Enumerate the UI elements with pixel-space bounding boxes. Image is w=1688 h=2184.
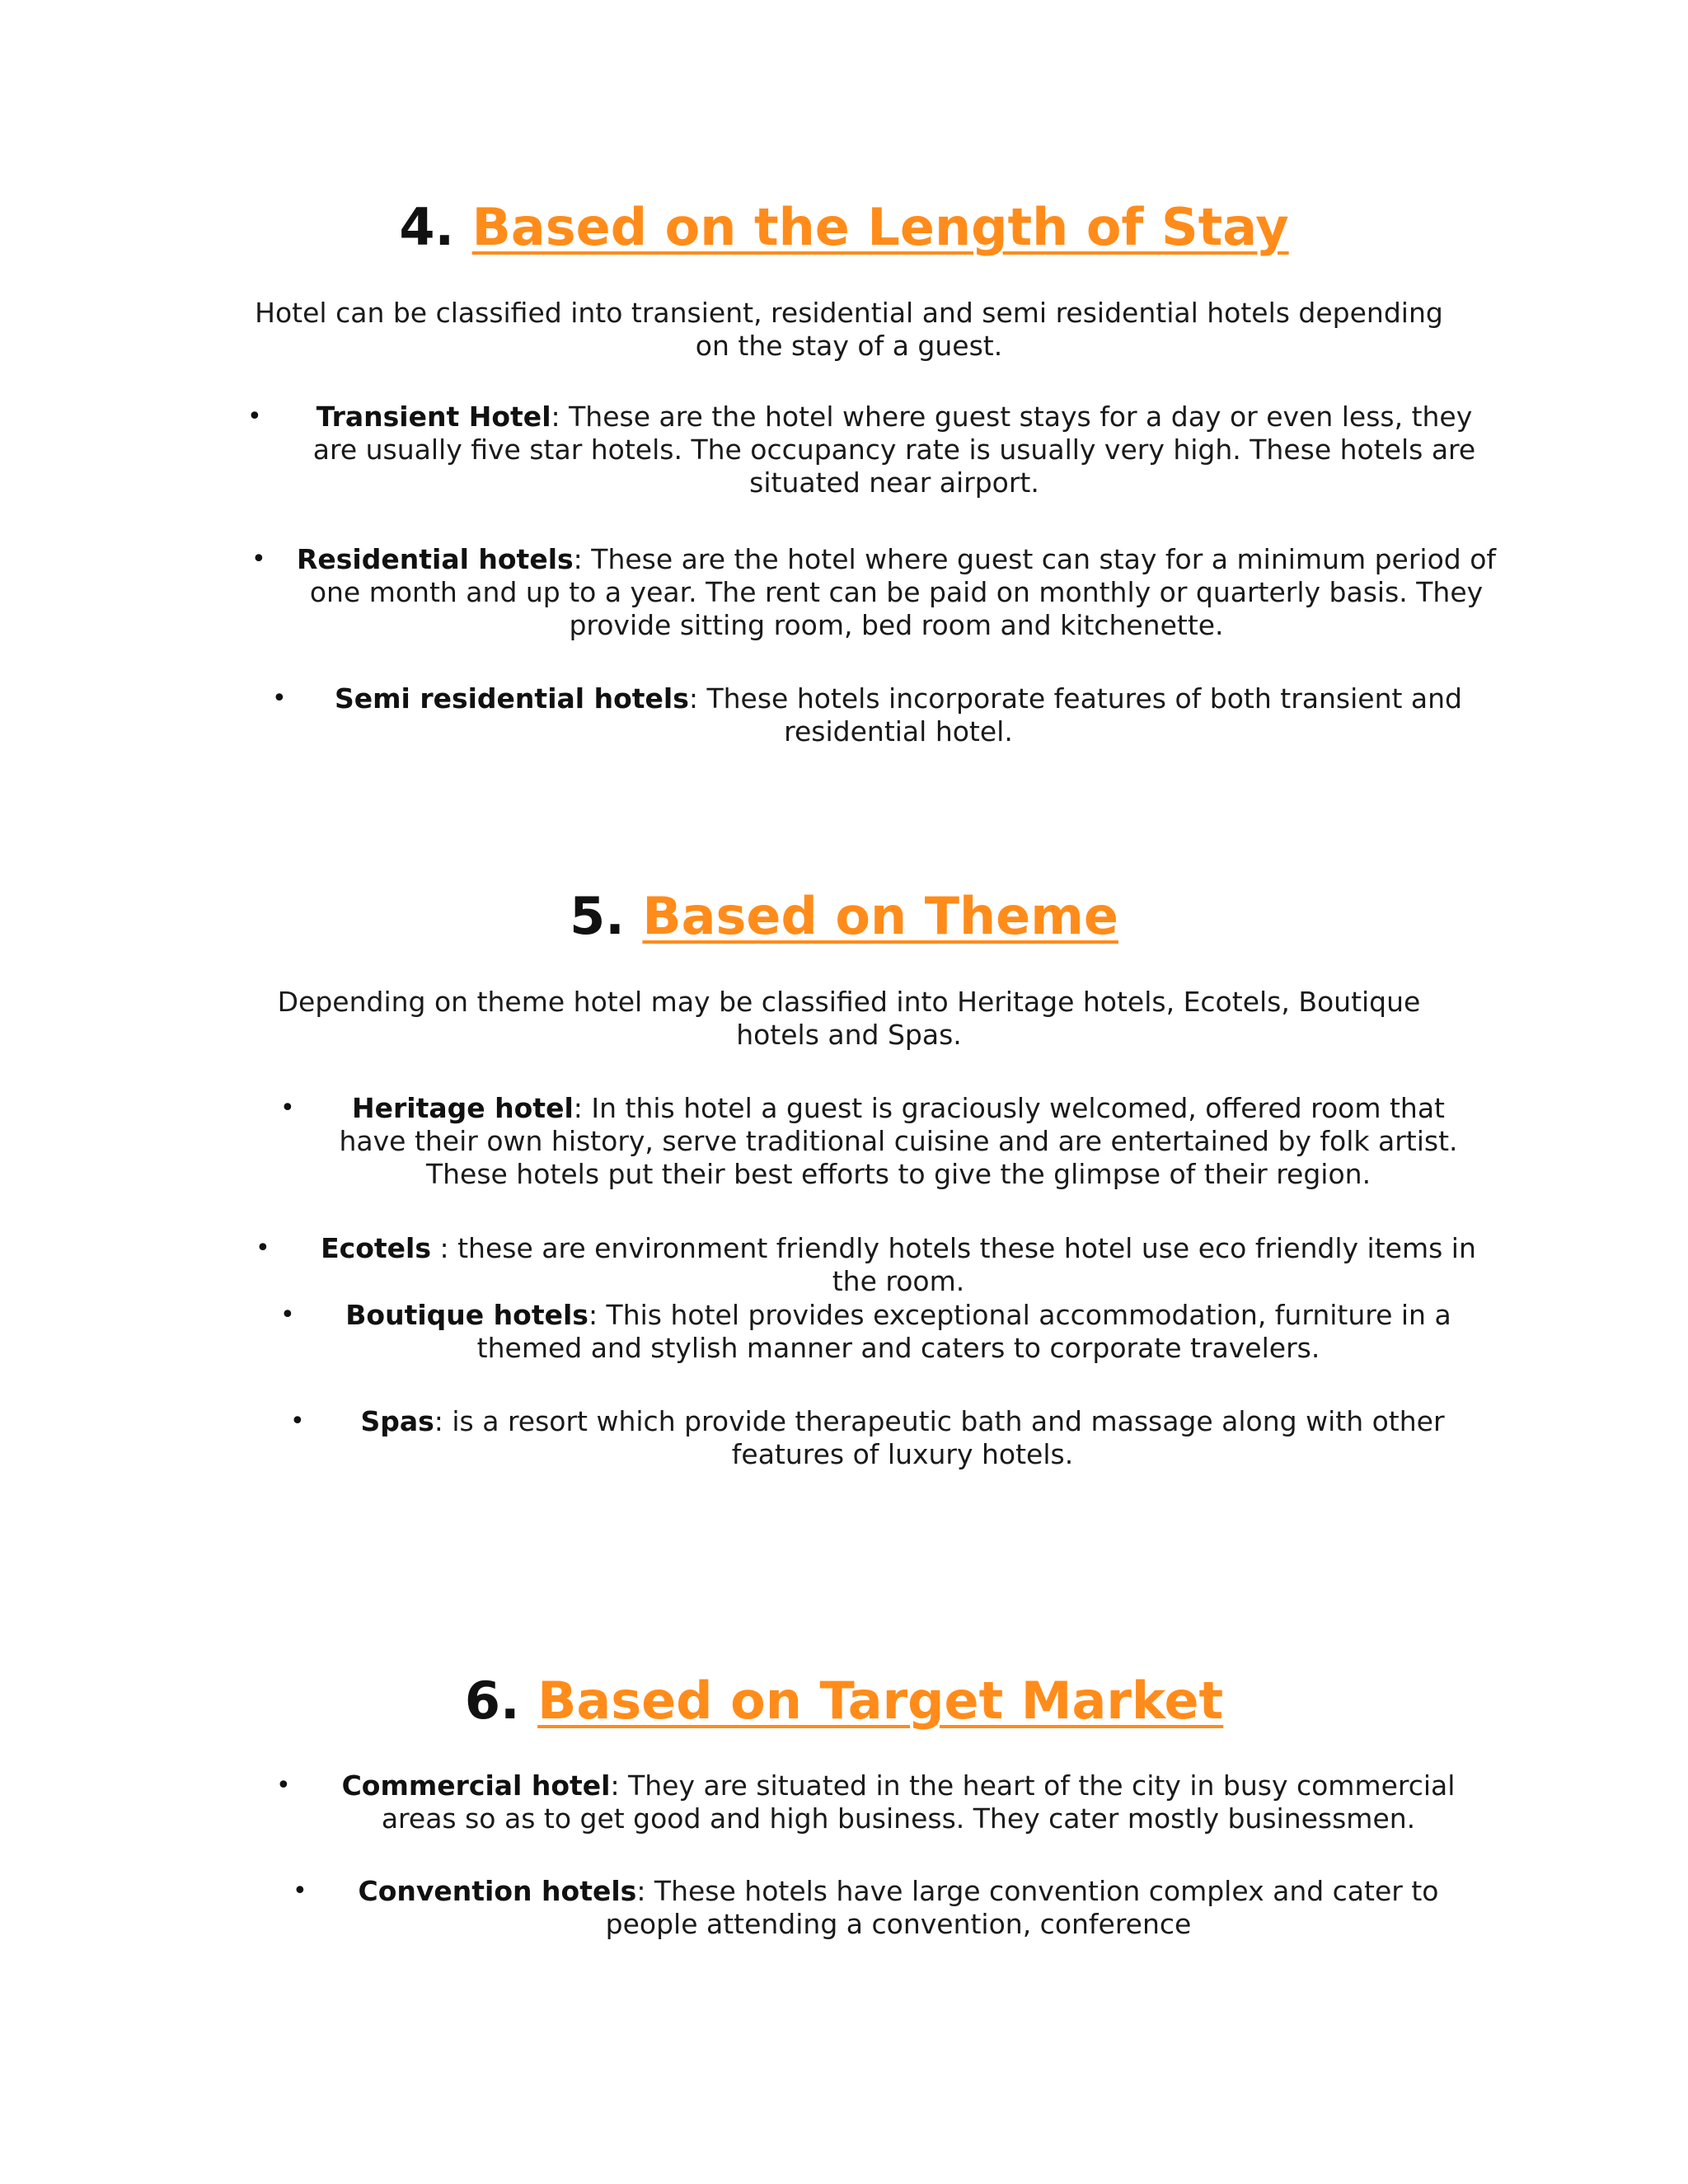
- term-label: Spas: [360, 1405, 434, 1437]
- bullet-icon: •: [272, 684, 287, 713]
- bullet-icon: •: [256, 1234, 270, 1263]
- section-number: 4.: [399, 197, 455, 257]
- section-title: Based on Theme: [642, 886, 1118, 946]
- term-description: : They are situated in the heart of the city in busy commercial areas so as to get good and high business. They cater mostly businessmen.: [381, 1769, 1456, 1835]
- section-heading-6: [0, 1668, 1688, 1734]
- list-item-text: [317, 1092, 1479, 1191]
- bullet-icon: •: [290, 1407, 305, 1436]
- list-item-text: [301, 1232, 1496, 1298]
- list-item-text: [334, 1405, 1471, 1471]
- bullet-icon: •: [247, 402, 262, 431]
- list-item-text: [338, 1875, 1459, 1941]
- bullet-icon: •: [293, 1877, 307, 1905]
- term-label: Residential hotels: [297, 543, 574, 575]
- section-intro: Depending on theme hotel may be classified into Heritage hotels, Ecotels, Boutique hotels and Spas.: [277, 986, 1421, 1051]
- section-title: Based on Target Market: [537, 1671, 1224, 1731]
- list-item-text: [321, 1299, 1475, 1365]
- section-number: 6.: [464, 1671, 520, 1731]
- term-description: : is a resort which provide therapeutic bath and massage along with other features of luxury hotels.: [434, 1405, 1445, 1470]
- term-label: Semi residential hotels: [334, 682, 689, 715]
- bullet-icon: •: [280, 1094, 295, 1122]
- term-description: : These hotels have large convention complex and cater to people attending a convention, conference: [605, 1875, 1439, 1940]
- term-label: Transient Hotel: [316, 401, 551, 433]
- bullet-icon: •: [251, 545, 266, 574]
- list-item-text: [317, 682, 1479, 748]
- term-label: Ecotels: [321, 1232, 432, 1264]
- term-description: : These are the hotel where guest stays for a day or even less, they are usually five star hotels. The occupancy rate is usually very high. These hotels are situated near airport.: [312, 401, 1476, 499]
- section-number: 5.: [570, 886, 625, 946]
- list-item-text: [297, 543, 1496, 642]
- bullet-icon: •: [280, 1301, 295, 1329]
- term-description: : these are environment friendly hotels these hotel use eco friendly items in the room.: [431, 1232, 1476, 1297]
- term-description: : This hotel provides exceptional accommodation, furniture in a themed and stylish manner and caters to corporate travelers.: [476, 1299, 1451, 1364]
- term-label: Boutique hotels: [345, 1299, 588, 1331]
- term-label: Commercial hotel: [341, 1769, 611, 1802]
- list-item-text: [293, 401, 1496, 499]
- term-description: : These hotels incorporate features of both transient and residential hotel.: [688, 682, 1463, 748]
- section-title: Based on the Length of Stay: [471, 197, 1289, 257]
- term-label: Heritage hotel: [352, 1092, 574, 1124]
- term-label: Convention hotels: [358, 1875, 637, 1907]
- section-heading-5: [0, 883, 1688, 949]
- term-description: : In this hotel a guest is graciously welcomed, offered room that have their own history, serve traditional cuisine and are entertained by folk artist. These hotels put their best efforts to give the glimpse of their region.: [339, 1092, 1458, 1190]
- section-heading-4: [0, 194, 1688, 260]
- term-description: : These are the hotel where guest can stay for a minimum period of one month and up to a year. The rent can be paid on monthly or quarterly basis. They provide sitting room, bed room and kitchenette.: [309, 543, 1497, 641]
- section-intro: Hotel can be classified into transient, residential and semi residential hotels depending on the stay of a guest.: [255, 297, 1443, 362]
- bullet-icon: •: [276, 1771, 291, 1800]
- list-item-text: [321, 1769, 1475, 1835]
